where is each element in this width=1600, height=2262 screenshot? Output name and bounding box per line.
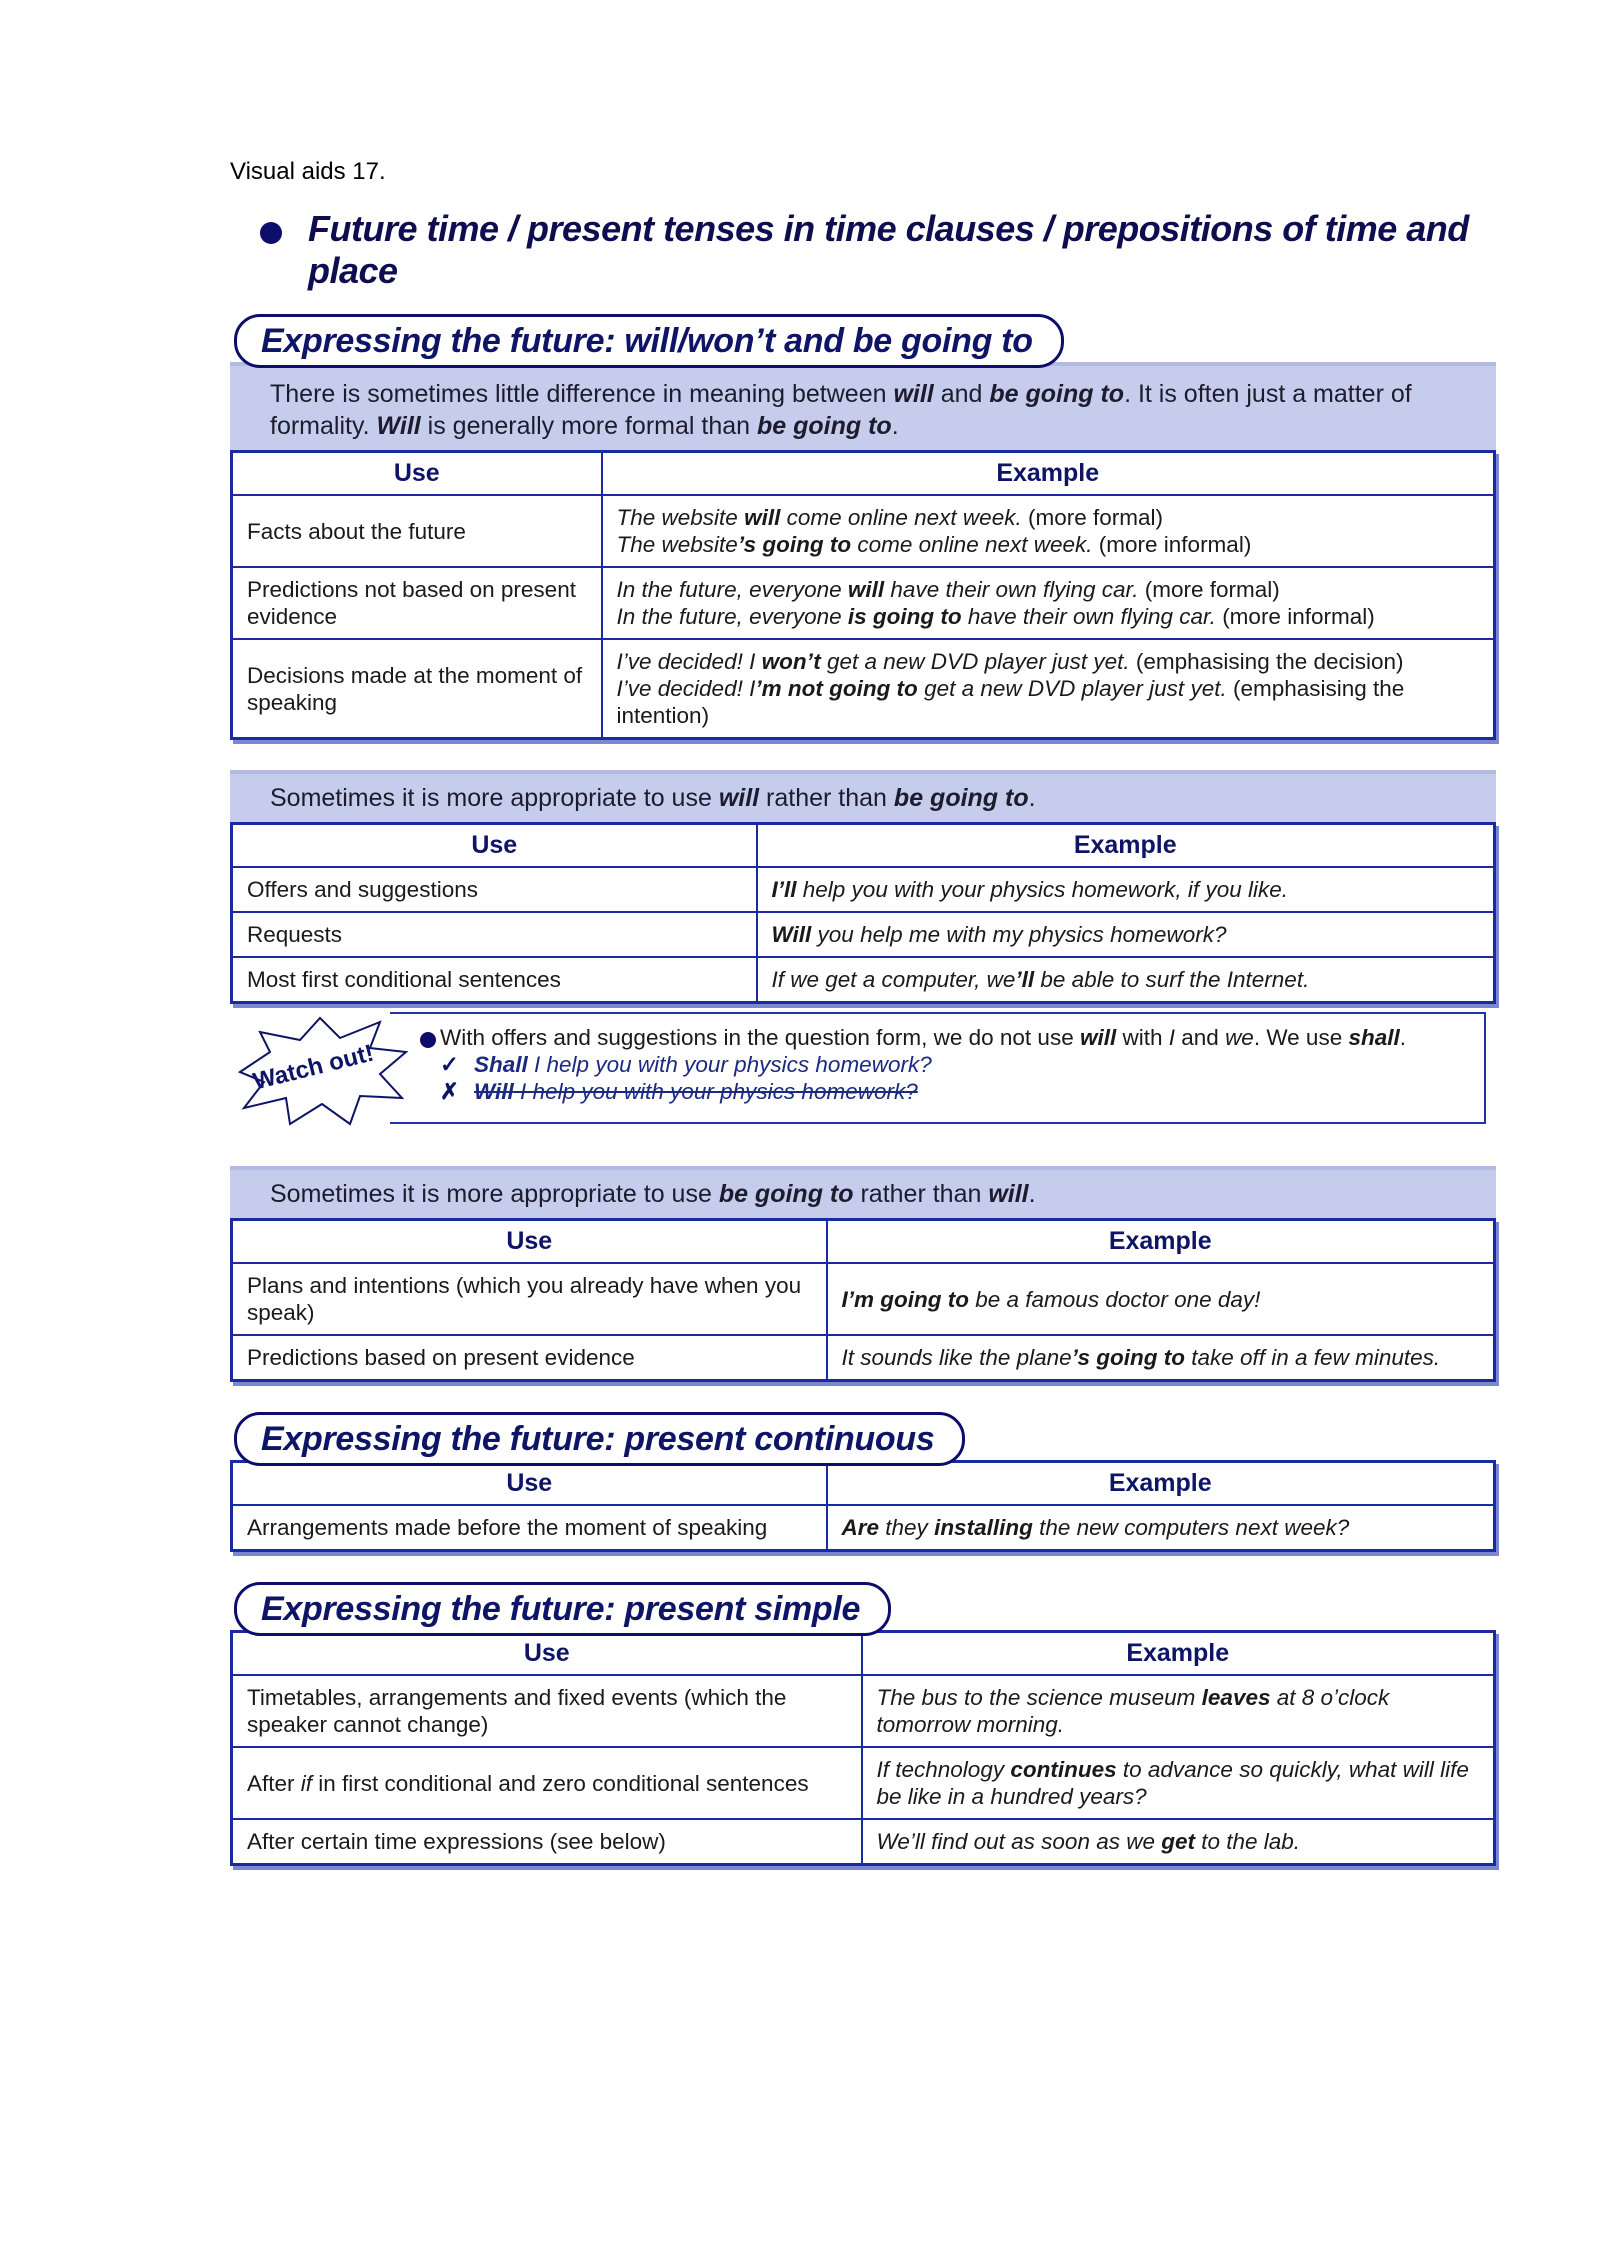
example-bold: ’s going to (1071, 1345, 1185, 1370)
example-bold: Will (474, 1079, 514, 1104)
example-text: The bus to the science museum (876, 1685, 1202, 1710)
example-text: you help me with my physics homework? (811, 922, 1227, 947)
example-cell (602, 639, 1495, 739)
intro-bold: will (718, 784, 760, 812)
table-row (232, 1819, 1495, 1865)
example-note: (more formal) (1138, 577, 1280, 602)
section-title: Expressing the future: present simple (234, 1582, 891, 1636)
intro-band (230, 1166, 1496, 1218)
example-text: be a famous doctor one day! (968, 1286, 1261, 1312)
example-header: Example (757, 824, 1495, 868)
example-line (617, 504, 1480, 531)
table-row (232, 1263, 1495, 1335)
rule-bold: will (1079, 1025, 1117, 1050)
main-title-text: Future time / present tenses in time clauses / prepositions of time and place (308, 208, 1469, 291)
use-text: After (247, 1770, 301, 1796)
intro-bold: will (893, 380, 934, 408)
example-text: The website (616, 532, 738, 557)
table-row (232, 1747, 1495, 1819)
intro-band (230, 362, 1496, 450)
example-header: Example (602, 452, 1495, 496)
example-note: (more informal) (1215, 604, 1375, 629)
use-cell: Facts about the future (232, 495, 602, 567)
wrong-example (440, 1078, 1464, 1105)
table-row (232, 567, 1495, 639)
intro-text: . (1028, 1180, 1036, 1208)
example-text: get a new DVD player just yet. (820, 649, 1130, 674)
intro-text: Sometimes it is more appropriate to use (270, 1180, 719, 1208)
table-header-row (232, 1462, 1495, 1506)
example-header: Example (862, 1632, 1495, 1676)
example-header: Example (827, 1462, 1495, 1506)
example-bold: leaves (1201, 1685, 1271, 1710)
example-bold: ’s going to (737, 532, 852, 557)
example-bold: I’m going to (841, 1286, 969, 1312)
grammar-sheet (230, 208, 1496, 1896)
watch-out-label: Watch out! (250, 1039, 377, 1096)
example-text: they (879, 1515, 935, 1540)
table-row (232, 639, 1495, 739)
table-row (232, 957, 1495, 1003)
use-cell: Timetables, arrangements and fixed events (which the speaker cannot change) (232, 1675, 862, 1747)
section-present-simple (230, 1582, 1496, 1866)
intro-bold: be going to (893, 784, 1029, 812)
use-header: Use (232, 824, 757, 868)
section-will-going-to (230, 314, 1496, 740)
example-text: to the lab. (1194, 1829, 1301, 1854)
example-line (617, 675, 1480, 729)
example-line (617, 576, 1480, 603)
example-cell (757, 867, 1495, 912)
correct-example (440, 1051, 1464, 1078)
example-bold: will (847, 577, 885, 602)
table-row (232, 867, 1495, 912)
rule-bold: shall (1348, 1025, 1400, 1050)
intro-text: Sometimes it is more appropriate to use (270, 784, 719, 812)
example-cell (602, 567, 1495, 639)
table-row (232, 1335, 1495, 1381)
intro-text: and (933, 380, 990, 408)
usage-table (230, 1630, 1496, 1866)
example-text: It sounds like the plane (841, 1345, 1072, 1370)
example-text: come online next week. (851, 532, 1093, 557)
section-title: Expressing the future: present continuous (234, 1412, 965, 1466)
example-text: I’ve decided! I (616, 676, 756, 701)
intro-band (230, 770, 1496, 822)
rule-italic: we (1225, 1025, 1254, 1050)
example-note: (more formal) (1021, 505, 1163, 530)
intro-text: rather than (853, 1180, 989, 1208)
example-line (617, 603, 1480, 630)
use-cell: Plans and intentions (which you already have when you speak) (232, 1263, 827, 1335)
example-note: (emphasising the intention) (616, 676, 1405, 728)
example-text: take off in a few minutes. (1184, 1345, 1441, 1370)
check-icon: ✓ (440, 1052, 459, 1077)
struck-example (474, 1079, 918, 1104)
example-text: The website (616, 505, 745, 530)
use-cell: After certain time expressions (see below) (232, 1819, 862, 1865)
usage-table (230, 450, 1496, 740)
cross-icon: ✗ (440, 1079, 459, 1104)
intro-bold: will (988, 1180, 1029, 1208)
intro-text: . (1028, 784, 1036, 812)
intro-text: . It is often just a matter of formality. (270, 380, 1412, 440)
use-header: Use (232, 452, 602, 496)
example-note: (more informal) (1092, 532, 1252, 557)
rule-italic: I (1168, 1025, 1176, 1050)
intro-text: There is sometimes little difference in meaning between (270, 380, 894, 408)
example-bold: will (744, 505, 781, 530)
usage-table (230, 1460, 1496, 1552)
example-cell (602, 495, 1495, 567)
use-cell: Predictions not based on present evidence (232, 567, 602, 639)
use-cell: Offers and suggestions (232, 867, 757, 912)
intro-bold: be going to (989, 380, 1125, 408)
example-bold: Are (841, 1515, 880, 1540)
use-header: Use (232, 1462, 827, 1506)
rule-text: With offers and suggestions in the question form, we do not use (440, 1025, 1080, 1050)
use-text: in first conditional and zero conditional sentences (312, 1770, 809, 1796)
example-text: We’ll find out as soon as we (876, 1829, 1162, 1854)
intro-bold: be going to (756, 412, 892, 440)
example-text: at 8 o’clock tomorrow morning. (876, 1685, 1390, 1737)
example-bold: ’ll (1015, 967, 1035, 992)
example-cell (862, 1747, 1495, 1819)
use-cell: Arrangements made before the moment of speaking (232, 1505, 827, 1551)
table-header-row (232, 1632, 1495, 1676)
note-bullet-icon (420, 1032, 436, 1048)
use-header: Use (232, 1220, 827, 1264)
example-text: help you with your physics homework, if you like. (796, 877, 1288, 902)
example-cell (827, 1263, 1495, 1335)
table-row (232, 1505, 1495, 1551)
intro-text: . (891, 412, 899, 440)
main-title (230, 208, 1496, 292)
use-header: Use (232, 1632, 862, 1676)
example-text: be able to surf the Internet. (1034, 967, 1310, 992)
section-going-to-preferred (230, 1166, 1496, 1382)
example-text: to advance so quickly, what will life be like in a hundred years? (876, 1757, 1469, 1809)
example-line (617, 648, 1480, 675)
example-text: have their own flying car. (884, 577, 1139, 602)
intro-bold: Will (376, 412, 421, 440)
example-bold: continues (1010, 1757, 1117, 1782)
example-text: In the future, everyone (616, 604, 848, 629)
title-bullet-icon (260, 222, 282, 244)
example-bold: get (1161, 1829, 1195, 1854)
example-header: Example (827, 1220, 1495, 1264)
watch-out-box (390, 1012, 1486, 1124)
rule-text: with (1116, 1025, 1169, 1050)
rule-text: and (1175, 1025, 1226, 1050)
use-cell: Requests (232, 912, 757, 957)
section-will-preferred (230, 770, 1496, 1004)
example-text: the new computers next week? (1032, 1515, 1350, 1540)
example-cell (862, 1675, 1495, 1747)
section-present-continuous (230, 1412, 1496, 1552)
example-bold: is going to (847, 604, 962, 629)
example-text: have their own flying car. (961, 604, 1216, 629)
example-bold: Shall (474, 1052, 528, 1077)
table-row (232, 1675, 1495, 1747)
usage-table (230, 822, 1496, 1004)
example-cell (757, 912, 1495, 957)
example-text: If we get a computer, we (771, 967, 1016, 992)
example-cell (827, 1335, 1495, 1381)
watch-out-rule (440, 1024, 1464, 1051)
watch-out-note (230, 1012, 1496, 1130)
example-text: I help you with your physics homework? (513, 1079, 918, 1104)
intro-bold: be going to (718, 1180, 854, 1208)
example-cell (862, 1819, 1495, 1865)
example-bold: won’t (761, 649, 821, 674)
use-cell: Decisions made at the moment of speaking (232, 639, 602, 739)
rule-text: . (1399, 1025, 1407, 1050)
use-cell (232, 1747, 862, 1819)
example-note: (emphasising the decision) (1129, 649, 1404, 674)
table-row (232, 912, 1495, 957)
example-bold: I’ll (771, 877, 797, 902)
use-cell: Most first conditional sentences (232, 957, 757, 1003)
use-cell: Predictions based on present evidence (232, 1335, 827, 1381)
example-text: In the future, everyone (616, 577, 848, 602)
example-text: I’ve decided! I (616, 649, 762, 674)
rule-text: . We use (1253, 1025, 1349, 1050)
section-title: Expressing the future: will/won’t and be going to (234, 314, 1064, 368)
usage-table (230, 1218, 1496, 1382)
table-header-row (232, 452, 1495, 496)
use-italic: if (300, 1770, 313, 1796)
table-row (232, 495, 1495, 567)
example-bold: ’m not going to (755, 676, 918, 701)
page-header: Visual aids 17. (230, 158, 386, 185)
example-text: come online next week. (780, 505, 1022, 530)
example-line (617, 531, 1480, 558)
table-header-row (232, 824, 1495, 868)
intro-text: is generally more formal than (420, 412, 757, 440)
example-text: I help you with your physics homework? (527, 1052, 932, 1077)
intro-text: rather than (759, 784, 894, 812)
example-bold: installing (934, 1515, 1033, 1540)
example-text: If technology (876, 1757, 1011, 1782)
example-text: get a new DVD player just yet. (917, 676, 1227, 701)
table-header-row (232, 1220, 1495, 1264)
example-cell (757, 957, 1495, 1003)
example-bold: Will (771, 922, 812, 947)
example-cell (827, 1505, 1495, 1551)
